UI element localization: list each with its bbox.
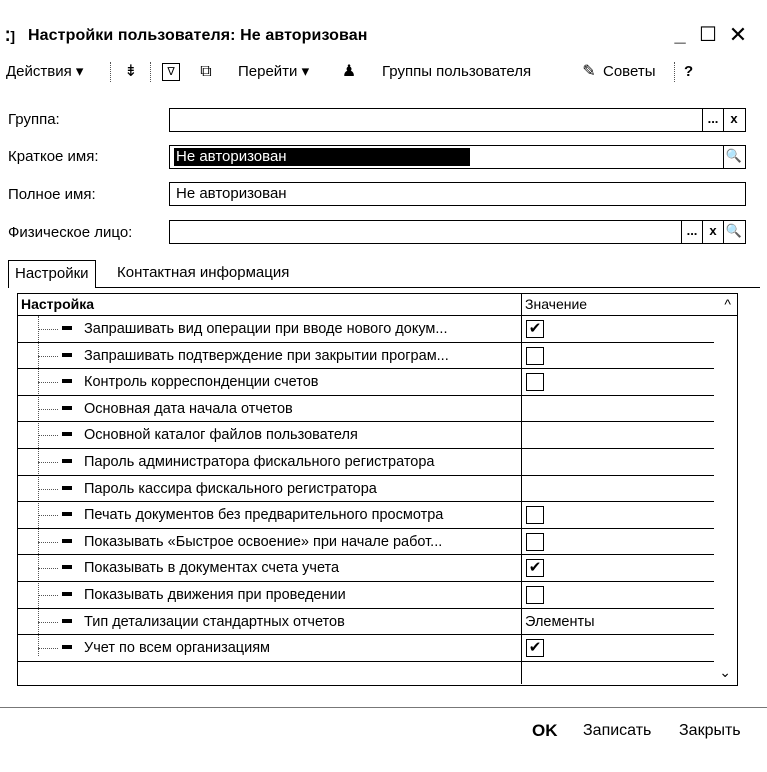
setting-name: Тип детализации стандартных отчетов [84, 613, 345, 630]
goto-menu[interactable]: Перейти ▾ [238, 63, 310, 80]
help-button[interactable]: ? [684, 63, 694, 80]
form-icon: ⁚] [5, 28, 15, 44]
tree-branch [38, 489, 58, 490]
setting-checkbox[interactable] [526, 347, 544, 365]
group-value [174, 111, 178, 129]
group-clear-button[interactable]: x [723, 109, 744, 131]
setting-item-icon [62, 486, 72, 490]
setting-item-icon [62, 432, 72, 436]
group-label: Группа: [8, 111, 60, 128]
setting-item-icon [62, 459, 72, 463]
tree-branch [38, 648, 58, 649]
short-name-value: Не авторизован [174, 148, 470, 166]
tab-contact-info[interactable]: Контактная информация [117, 264, 290, 281]
close-window-button[interactable]: ✕ [728, 22, 748, 47]
group-select-button[interactable]: ... [702, 109, 723, 131]
footer-divider [0, 707, 767, 708]
setting-name: Печать документов без предварительного просмотра [84, 507, 444, 524]
table-row[interactable] [18, 476, 714, 503]
short-name-field[interactable] [169, 145, 746, 169]
tree-branch [38, 409, 58, 410]
setting-name: Учет по всем организациям [84, 640, 271, 657]
close-button[interactable]: Закрыть [679, 722, 741, 739]
tree-branch [38, 622, 58, 623]
person-field[interactable] [169, 220, 746, 244]
tree-branch [38, 435, 58, 436]
setting-name: Показывать в документах счета учета [84, 560, 340, 577]
tab-bar [8, 260, 760, 288]
setting-item-icon [62, 326, 72, 330]
setting-item-icon [62, 353, 72, 357]
search-icon[interactable]: 🔍 [723, 146, 744, 168]
setting-name: Основной каталог файлов пользователя [84, 427, 358, 444]
ok-button[interactable]: OK [532, 721, 558, 740]
setting-checkbox[interactable] [526, 506, 544, 524]
table-row[interactable] [18, 635, 714, 662]
setting-checkbox[interactable] [526, 533, 544, 551]
table-row[interactable] [18, 609, 714, 636]
scroll-up-arrow-icon[interactable]: ^ [724, 296, 731, 312]
person-select-button[interactable]: ... [681, 221, 702, 243]
setting-checkbox[interactable] [526, 586, 544, 604]
variant-icon[interactable]: ∇ [160, 61, 182, 83]
tree-branch [38, 356, 58, 357]
tree-branch [38, 515, 58, 516]
setting-item-icon [62, 565, 72, 569]
tree-branch [38, 542, 58, 543]
table-row[interactable] [18, 529, 714, 556]
full-name-value: Не авторизован [176, 185, 287, 202]
tree-branch [38, 382, 58, 383]
tips-button[interactable]: Советы [603, 63, 656, 80]
setting-checkbox[interactable]: ✔ [526, 320, 544, 338]
copy-icon[interactable]: ⧉ [200, 63, 212, 80]
toolbar-separator [674, 62, 675, 82]
setting-checkbox[interactable]: ✔ [526, 559, 544, 577]
person-label: Физическое лицо: [8, 224, 133, 241]
short-name-label: Краткое имя: [8, 148, 99, 165]
table-row[interactable] [18, 396, 714, 423]
setting-name: Показывать «Быстрое освоение» при начале работ... [84, 533, 443, 550]
setting-checkbox[interactable]: ✔ [526, 639, 544, 657]
setting-name: Пароль кассира фискального регистратора [84, 480, 377, 497]
column-header-value[interactable]: Значение [525, 296, 588, 312]
table-row[interactable] [18, 422, 714, 449]
search-icon[interactable]: 🔍 [723, 221, 744, 243]
table-row[interactable] [18, 316, 714, 343]
setting-item-icon [62, 406, 72, 410]
tree-branch [38, 568, 58, 569]
tab-settings[interactable]: Настройки [8, 260, 96, 288]
window-title: Настройки пользователя: Не авторизован [28, 27, 368, 44]
title-bar [0, 22, 767, 52]
person-value [174, 223, 178, 241]
person-clear-button[interactable]: x [702, 221, 723, 243]
setting-name: Основная дата начала отчетов [84, 400, 293, 417]
minimize-button[interactable]: _ [674, 24, 686, 46]
maximize-button[interactable]: ☐ [699, 24, 717, 46]
save-button[interactable]: Записать [583, 722, 652, 739]
toolbar-separator [110, 62, 111, 82]
user-groups-button[interactable]: Группы пользователя [382, 63, 532, 80]
setting-item-icon [62, 512, 72, 516]
setting-item-icon [62, 645, 72, 649]
user-groups-icon: ♟ [341, 63, 357, 80]
tree-branch [38, 329, 58, 330]
table-header [18, 294, 737, 316]
table-row[interactable] [18, 502, 714, 529]
setting-name: Контроль корреспонденции счетов [84, 374, 319, 391]
tips-icon: ✎ [582, 63, 596, 80]
setting-checkbox[interactable] [526, 373, 544, 391]
column-header-setting[interactable]: Настройка [21, 296, 95, 312]
setting-name: Показывать движения при проведении [84, 587, 346, 603]
navigate-icon[interactable]: ⇟ [124, 63, 138, 80]
full-name-field[interactable] [169, 182, 746, 206]
setting-name: Пароль администратора фискального регистратора [84, 454, 435, 470]
table-row[interactable] [18, 582, 714, 609]
tree-branch [38, 595, 58, 596]
tree-branch [38, 462, 58, 463]
actions-menu[interactable]: Действия ▾ [6, 63, 84, 80]
setting-item-icon [62, 592, 72, 596]
setting-value[interactable]: Элементы [525, 613, 595, 630]
full-name-label: Полное имя: [8, 186, 96, 203]
table-row[interactable] [18, 555, 714, 582]
setting-name: Запрашивать вид операции при вводе нового докум... [84, 321, 448, 337]
table-row[interactable] [18, 343, 714, 370]
setting-item-icon [62, 539, 72, 543]
toolbar-separator [150, 62, 151, 82]
table-row[interactable] [18, 449, 714, 476]
group-field[interactable] [169, 108, 746, 132]
setting-item-icon [62, 379, 72, 383]
scroll-down-arrow-icon[interactable]: ⌄ [719, 664, 731, 680]
setting-name: Запрашивать подтверждение при закрытии програм... [84, 347, 449, 364]
table-row[interactable] [18, 369, 714, 396]
settings-table[interactable] [17, 293, 738, 686]
setting-item-icon [62, 619, 72, 623]
toolbar [0, 58, 767, 86]
